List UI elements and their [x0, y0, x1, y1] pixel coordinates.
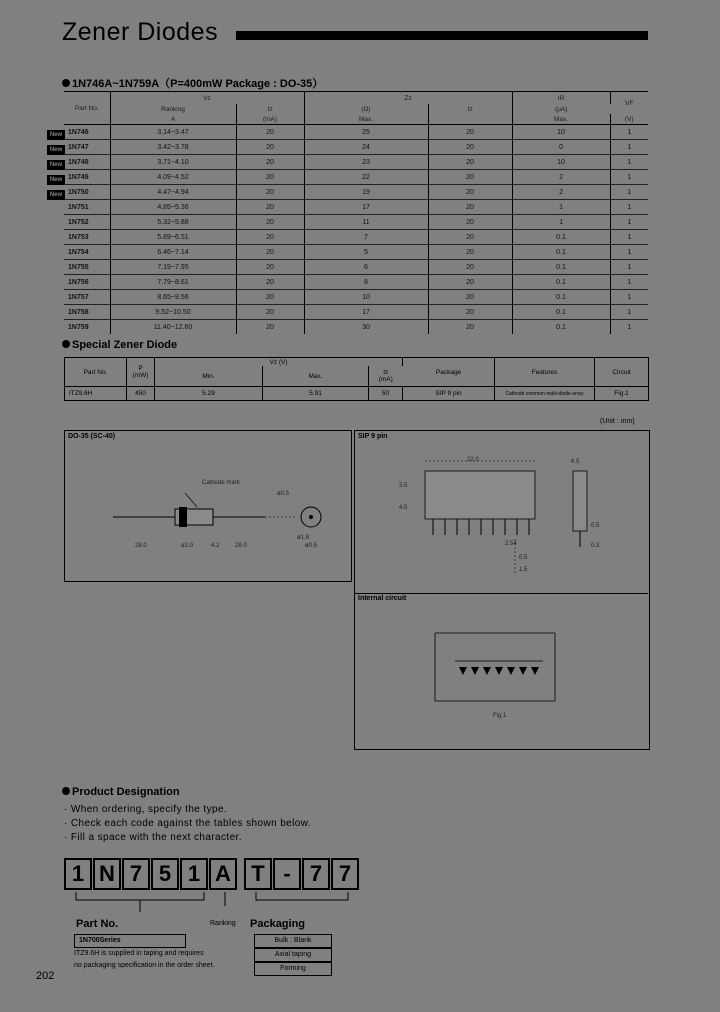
cell-iz2: 20 [428, 290, 512, 305]
cell-iz: 20 [236, 290, 304, 305]
sip9-label-pin-spacing: 1.5 [519, 567, 528, 573]
do35-label-end-diameter: ø1.8 [297, 535, 310, 541]
special-header-package: Package [403, 358, 495, 387]
header-ranking: Ranking [110, 104, 236, 114]
code-char-box: 5 [151, 858, 179, 890]
table-row [64, 260, 648, 275]
cell-range: 3.14~3.47 [110, 125, 236, 140]
special-header-circuit: Circuit [595, 358, 649, 387]
ranking-label: Ranking [210, 920, 236, 927]
header-zz-max: Max. [304, 114, 428, 125]
header-ranking-a: A [110, 114, 236, 125]
special-section-heading [62, 339, 177, 351]
header-iz: Iz [236, 104, 304, 114]
table-row [64, 320, 648, 335]
cell-zz: 17 [304, 200, 428, 215]
title-rule [236, 31, 648, 40]
series-box: 1N700Series [74, 934, 186, 948]
cell-ir: 0.1 [512, 230, 610, 245]
cell-part: 1N749 [64, 170, 110, 185]
cell-zz: 30 [304, 320, 428, 335]
part-no-label: Part No. [76, 918, 119, 930]
cell-range: 8.65~9.56 [110, 290, 236, 305]
cell-iz: 20 [236, 200, 304, 215]
cell-zz: 23 [304, 155, 428, 170]
special-row-p: 450 [127, 387, 155, 401]
code-char-box: 1 [64, 858, 92, 890]
cell-ir: 0 [512, 140, 610, 155]
cell-range: 4.09~4.52 [110, 170, 236, 185]
footnote-line-1: ITZ9.6H is supplied in taping and requires [74, 950, 204, 957]
header-zz: Zz [304, 92, 512, 104]
cell-vf: 1 [610, 140, 648, 155]
cell-range: 7.79~8.61 [110, 275, 236, 290]
special-header-p [127, 358, 155, 387]
table-row [64, 125, 648, 140]
special-row-package: SIP 9 pin [403, 387, 495, 401]
cell-iz2: 20 [428, 125, 512, 140]
do35-label-lead-length-left: 28.0 [135, 543, 147, 549]
special-spec-table [64, 357, 649, 401]
special-row-circuit: Fig.1 [614, 390, 629, 397]
cell-iz2: 20 [428, 320, 512, 335]
special-row-features: Cathode common multi-diode array [495, 387, 595, 401]
cell-iz: 20 [236, 275, 304, 290]
header-ir-max: Max. [512, 114, 610, 125]
cell-zz: 19 [304, 185, 428, 200]
cell-zz: 11 [304, 215, 428, 230]
cell-part: 1N755 [64, 260, 110, 275]
cell-iz: 20 [236, 245, 304, 260]
special-row-min: 5.29 [155, 387, 263, 401]
cell-iz2: 20 [428, 200, 512, 215]
special-header-iz [369, 366, 403, 387]
sip9-diagram-box [354, 430, 650, 750]
new-tag: New [47, 175, 65, 185]
do35-drawing [65, 431, 351, 581]
cell-zz: 8 [304, 275, 428, 290]
special-header-max: Max. [263, 366, 369, 387]
sip9-label-height: 3.5 [399, 483, 408, 489]
header-vz: Vz [110, 92, 304, 104]
do35-diagram-box [64, 430, 352, 582]
cell-iz2: 20 [428, 185, 512, 200]
special-header-features: Features [495, 358, 595, 387]
cell-part: 1N757 [64, 290, 110, 305]
cell-range: 3.42~3.78 [110, 140, 236, 155]
code-char-box: 7 [302, 858, 330, 890]
cell-zz: 6 [304, 260, 428, 275]
code-char-box: 7 [122, 858, 150, 890]
cell-iz: 20 [236, 155, 304, 170]
designation-note-2: · Check each code against the tables shown below. [64, 818, 311, 829]
do35-end-view-center [309, 515, 313, 519]
cell-range: 3.71~4.10 [110, 155, 236, 170]
footnote-line-2: no packaging specification in the order sheet. [74, 962, 215, 969]
cell-vf: 1 [610, 260, 648, 275]
cell-iz2: 20 [428, 155, 512, 170]
code-char-box: - [273, 858, 301, 890]
cell-iz2: 20 [428, 170, 512, 185]
cell-ir: 1 [512, 200, 610, 215]
sip9-label-pitch: 2.54 [505, 541, 517, 547]
new-tag: New [47, 130, 65, 140]
header-ir-unit: (μA) [555, 105, 568, 113]
cell-ir: 10 [512, 155, 610, 170]
sip9-label-side-lead: 0.5 [591, 523, 600, 529]
cell-part: 1N747 [64, 140, 110, 155]
special-header-min: Min. [155, 366, 263, 387]
sip9-label-pin-width: 0.5 [519, 555, 528, 561]
table-row [64, 305, 648, 320]
table-row [64, 200, 648, 215]
sip9-label-side-width: 6.5 [571, 459, 580, 465]
table-row [64, 185, 648, 200]
sip9-drawing [355, 431, 649, 749]
new-tag: New [47, 145, 65, 155]
table-row [64, 275, 648, 290]
packaging-option-forming: Forming [254, 962, 332, 976]
cell-ir: 2 [512, 170, 610, 185]
cell-part: 1N756 [64, 275, 110, 290]
do35-label-cathode-mark: Cathode mark [202, 480, 240, 486]
table-row [64, 140, 648, 155]
cell-ir: 10 [512, 125, 610, 140]
special-row-iz: 50 [369, 387, 403, 401]
header-zz-unit: (Ω) [304, 104, 428, 114]
page-title: Zener Diodes [62, 18, 219, 46]
do35-label-lead-length-right: 28.0 [235, 543, 247, 549]
cell-zz: 24 [304, 140, 428, 155]
cell-vf: 1 [610, 245, 648, 260]
packaging-option-axial: Axial taping [254, 948, 332, 962]
designation-heading [62, 786, 180, 798]
header-iz-2-blank [428, 114, 512, 125]
packaging-option-bulk: Bulk : Blank [254, 934, 332, 948]
table-row [64, 155, 648, 170]
cell-part: 1N753 [64, 230, 110, 245]
cell-ir: 0.1 [512, 275, 610, 290]
cell-iz: 20 [236, 320, 304, 335]
cell-vf: 1 [610, 275, 648, 290]
cell-range: 5.89~6.51 [110, 230, 236, 245]
cell-ir: 1 [512, 215, 610, 230]
page-number: 202 [36, 970, 55, 982]
designation-heading-text: Product Designation [72, 786, 180, 798]
cell-part: 1N750 [64, 185, 110, 200]
cell-vf: 1 [610, 290, 648, 305]
new-tag: New [47, 160, 65, 170]
bullet-icon [62, 340, 70, 348]
cell-range: 5.32~5.88 [110, 215, 236, 230]
cell-part: 1N751 [64, 200, 110, 215]
cell-iz: 20 [236, 140, 304, 155]
header-vf: VF [625, 99, 634, 107]
table-row [64, 230, 648, 245]
code-char-box: 1 [180, 858, 208, 890]
header-part-no: Part No. [64, 92, 110, 125]
cell-zz: 25 [304, 125, 428, 140]
cell-part: 1N752 [64, 215, 110, 230]
cell-iz: 20 [236, 185, 304, 200]
special-header-iz-label: Iz [383, 369, 389, 376]
cell-vf: 1 [610, 170, 648, 185]
cell-zz: 17 [304, 305, 428, 320]
cell-range: 9.52~10.50 [110, 305, 236, 320]
designation-brackets [64, 890, 364, 920]
cell-iz2: 20 [428, 275, 512, 290]
table-row [64, 245, 648, 260]
special-header-p-label: P [138, 365, 143, 372]
sip9-body [425, 471, 535, 519]
cell-iz: 20 [236, 170, 304, 185]
cell-zz: 5 [304, 245, 428, 260]
sip9-label-width: 22.0 [467, 457, 479, 463]
cell-iz: 20 [236, 230, 304, 245]
cell-iz2: 20 [428, 140, 512, 155]
bullet-icon [62, 787, 70, 795]
cell-range: 4.47~4.94 [110, 185, 236, 200]
cell-ir: 0.1 [512, 260, 610, 275]
code-char-box: T [244, 858, 272, 890]
cell-vf: 1 [610, 125, 648, 140]
main-spec-table [64, 92, 648, 334]
header-iz-unit: (mA) [236, 114, 304, 125]
table-row [64, 170, 648, 185]
designation-note-1: · When ordering, specify the type. [64, 804, 228, 815]
cell-iz: 20 [236, 215, 304, 230]
cell-zz: 10 [304, 290, 428, 305]
special-header-vz: Vz (V) [155, 358, 403, 367]
bullet-icon [62, 79, 70, 87]
cell-part: 1N746 [64, 125, 110, 140]
code-char-box: A [209, 858, 237, 890]
do35-title: DO-35 (SC-40) [68, 433, 116, 440]
cell-vf: 1 [610, 200, 648, 215]
special-header-iz-unit: (mA) [378, 376, 393, 383]
cell-iz: 20 [236, 125, 304, 140]
cell-iz2: 20 [428, 215, 512, 230]
cell-vf: 1 [610, 215, 648, 230]
do35-label-lead-diameter: ø0.5 [277, 491, 290, 497]
do35-label-body-diameter: ø2.0 [181, 543, 194, 549]
do35-cathode-leader [185, 493, 197, 507]
cell-ir: 2 [512, 185, 610, 200]
table-row [64, 290, 648, 305]
main-table-body [64, 125, 648, 335]
cell-range: 7.19~7.95 [110, 260, 236, 275]
do35-label-end-lead-diameter: ø0.5 [305, 543, 318, 549]
cell-zz: 7 [304, 230, 428, 245]
fig1-label: Fig.1 [493, 713, 507, 719]
cell-iz: 20 [236, 260, 304, 275]
designation-note-3: · Fill a space with the next character. [64, 832, 242, 843]
cell-vf: 1 [610, 230, 648, 245]
special-row-max: 5.91 [263, 387, 369, 401]
cell-part: 1N759 [64, 320, 110, 335]
internal-circuit-title: Internal circuit [358, 595, 407, 602]
special-header-p-unit: (mW) [132, 372, 149, 379]
new-tag: New [47, 190, 65, 200]
cell-vf: 1 [610, 305, 648, 320]
main-section-heading [62, 75, 323, 91]
cell-part: 1N754 [64, 245, 110, 260]
cell-vf: 1 [610, 155, 648, 170]
cell-ir: 0.1 [512, 290, 610, 305]
sip9-side-view [573, 471, 587, 531]
unit-note: (Unit : mm) [600, 418, 635, 425]
cell-part: 1N758 [64, 305, 110, 320]
cell-range: 6.46~7.14 [110, 245, 236, 260]
packaging-label: Packaging [250, 918, 306, 930]
cell-ir: 0.1 [512, 245, 610, 260]
cell-iz2: 20 [428, 305, 512, 320]
sip9-label-lead-thickness: 0.3 [591, 543, 600, 549]
special-row-part: ITZ9.6H [65, 387, 127, 401]
header-ir: IR [512, 92, 610, 104]
do35-label-body-length: 4.2 [211, 543, 220, 549]
header-vf-unit: (V) [610, 114, 648, 125]
cell-ir: 0.1 [512, 320, 610, 335]
cell-zz: 22 [304, 170, 428, 185]
internal-circuit-diodes [459, 667, 539, 675]
cell-range: 11.40~12.60 [110, 320, 236, 335]
sip9-title: SIP 9 pin [358, 433, 388, 440]
sip9-label-lead-length: 4.5 [399, 505, 408, 511]
cell-iz2: 20 [428, 260, 512, 275]
cell-range: 4.85~5.36 [110, 200, 236, 215]
special-header-part-no: Part No. [65, 358, 127, 387]
do35-cathode-band [179, 507, 187, 527]
sip9-divider [354, 593, 648, 594]
cell-iz2: 20 [428, 245, 512, 260]
cell-ir: 0.1 [512, 305, 610, 320]
cell-part: 1N748 [64, 155, 110, 170]
main-section-heading-text: 1N746A~1N759A（P=400mW Package : DO-35） [72, 78, 324, 90]
cell-vf: 1 [610, 320, 648, 335]
cell-iz2: 20 [428, 230, 512, 245]
cell-iz: 20 [236, 305, 304, 320]
code-char-box: 7 [331, 858, 359, 890]
sip9-pins [433, 519, 529, 535]
table-row [64, 215, 648, 230]
code-char-box: N [93, 858, 121, 890]
cell-vf: 1 [610, 185, 648, 200]
special-section-heading-text: Special Zener Diode [72, 339, 178, 351]
header-iz-2: Iz [428, 104, 512, 114]
